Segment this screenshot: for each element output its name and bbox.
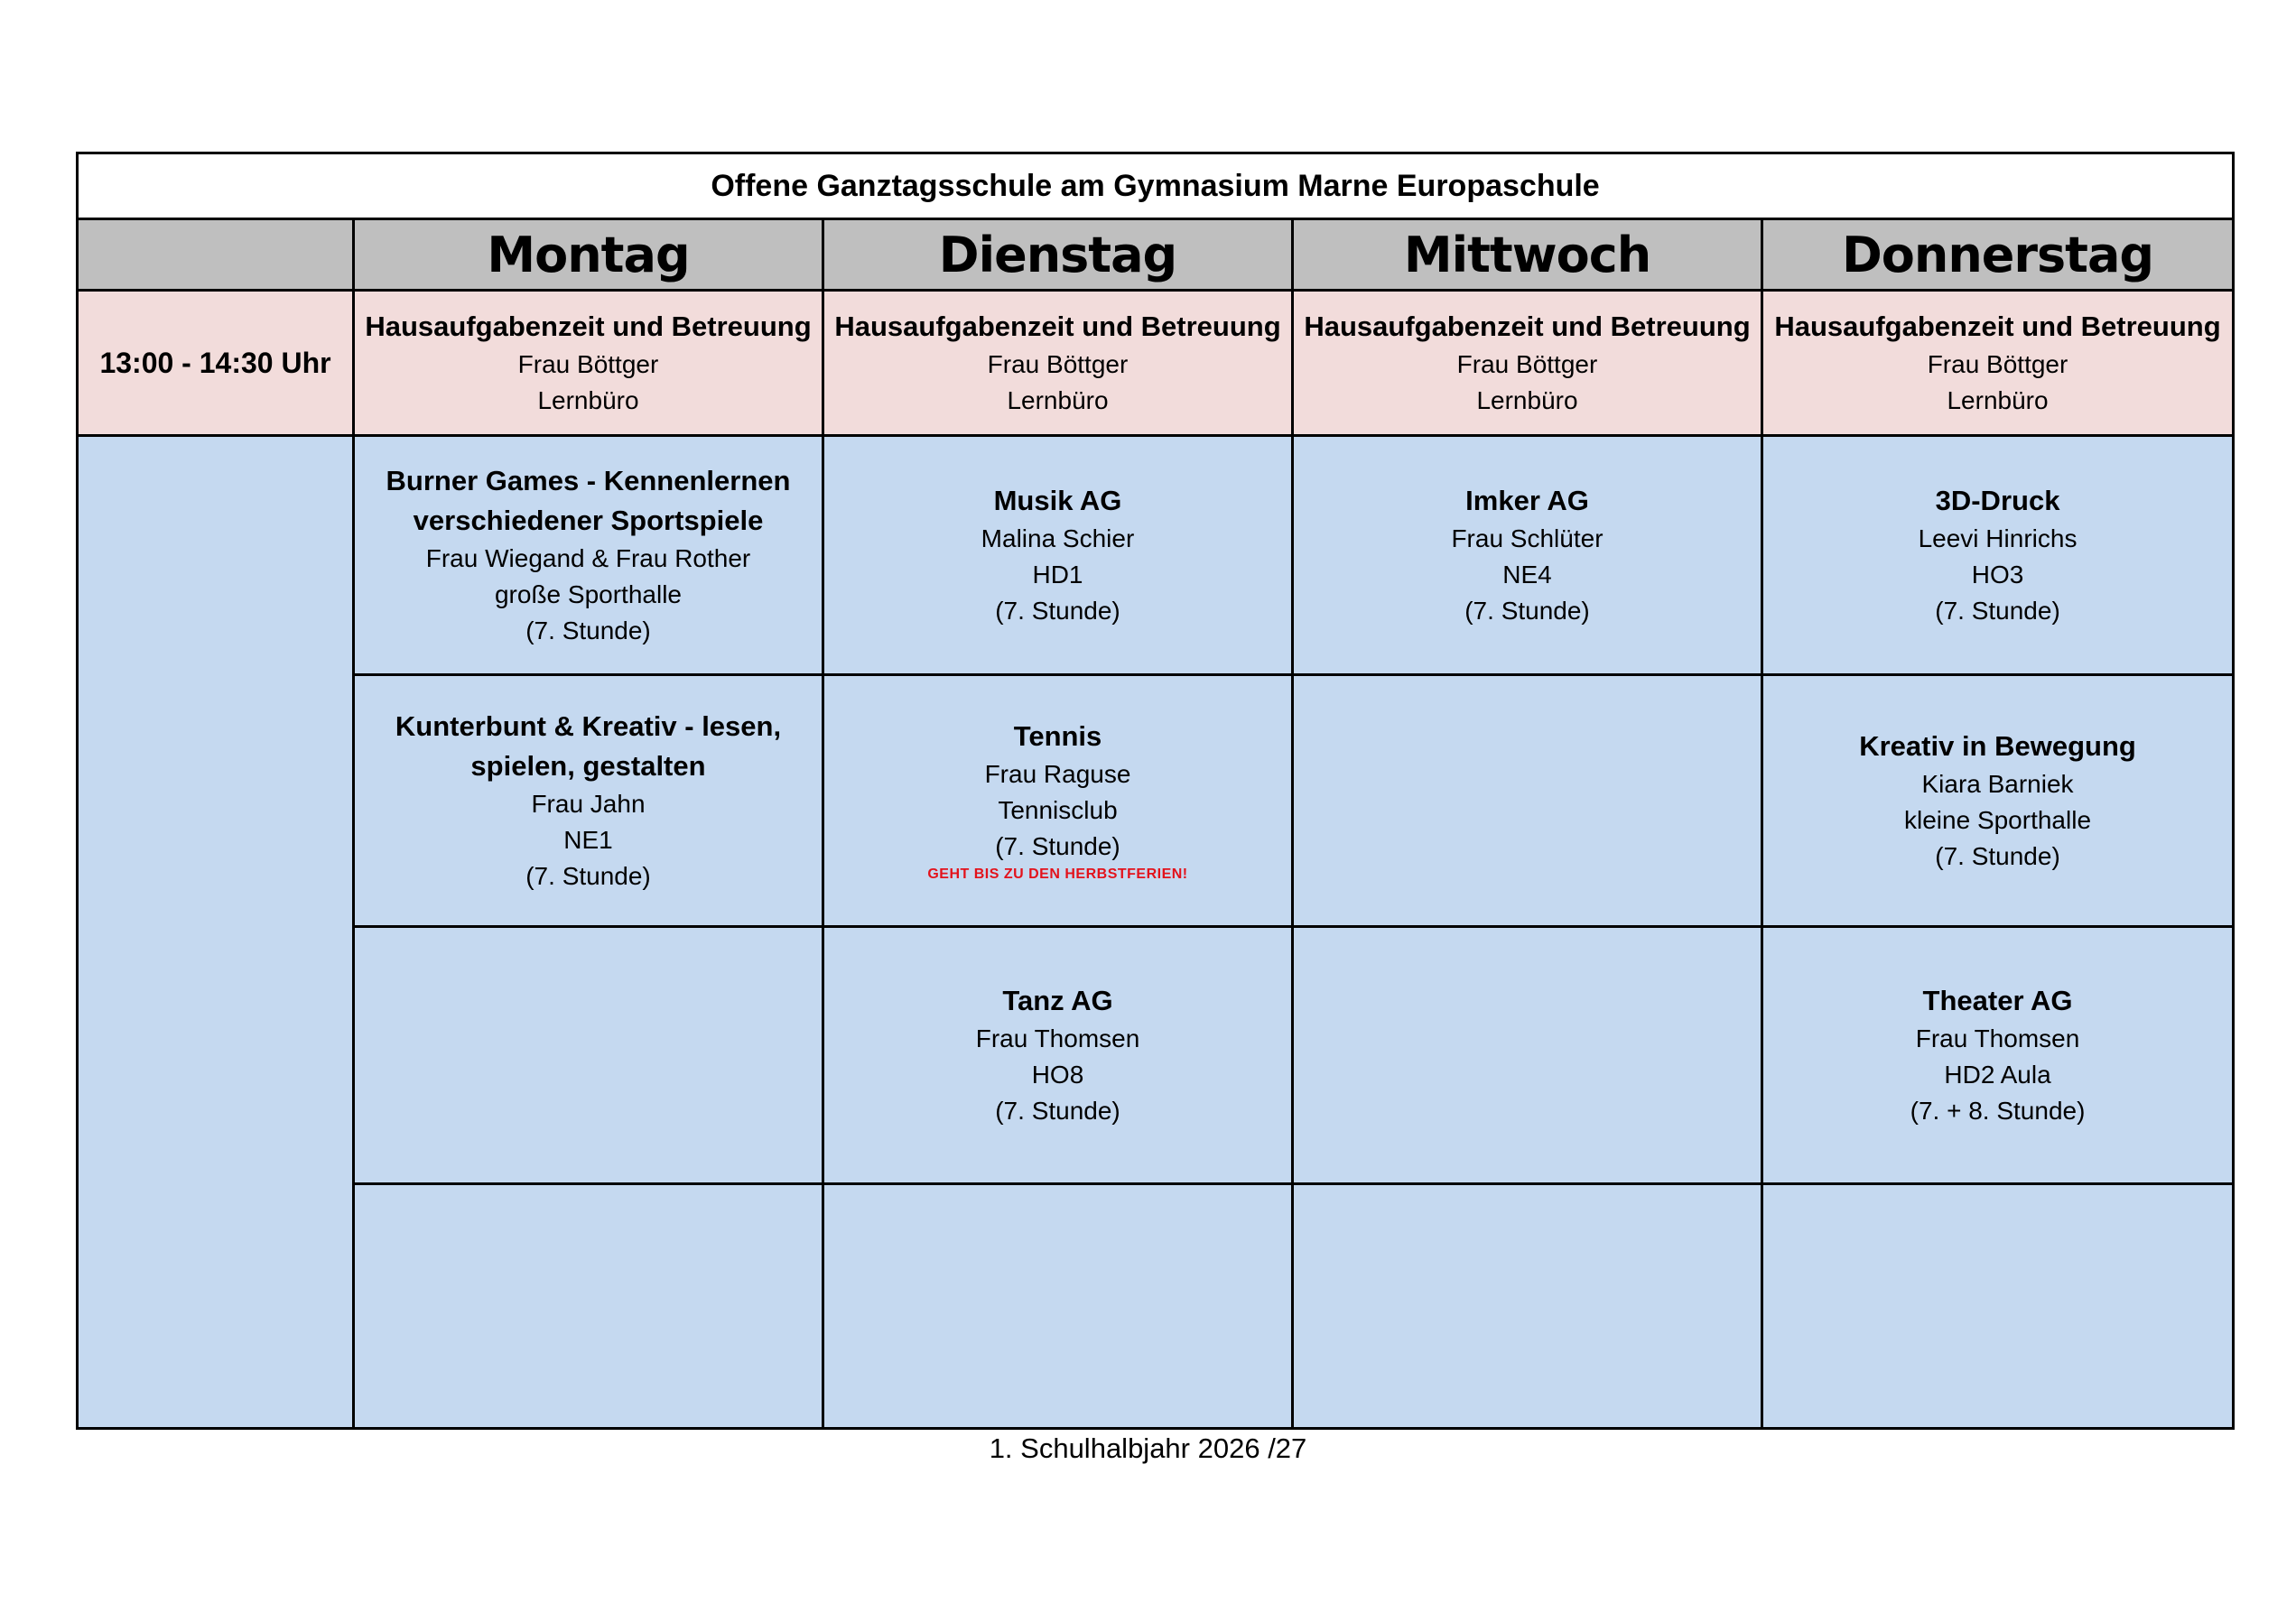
homework-title: Hausaufgabenzeit und Betreuung — [1774, 310, 2221, 342]
homework-title: Hausaufgabenzeit und Betreuung — [834, 310, 1281, 342]
activity-cell-montag-1 — [354, 436, 823, 675]
activity-cell-mittwoch-4 — [1293, 1184, 1762, 1429]
activity-teacher: Frau Thomsen — [975, 1024, 1140, 1052]
activity-teacher: Frau Schlüter — [1451, 524, 1603, 552]
activity-row-4 — [78, 1184, 2234, 1429]
activity-room: HD1 — [1032, 561, 1083, 589]
activity-row-2 — [78, 675, 2234, 927]
activity-period: (7. Stunde) — [1935, 597, 2060, 625]
homework-cell-montag — [354, 291, 823, 436]
day-header-dienstag: Dienstag — [823, 219, 1293, 291]
activity-title: Theater AG — [1922, 985, 2073, 1016]
schedule-sheet — [76, 152, 2232, 1430]
time-column-empty — [78, 436, 354, 1429]
activity-period: (7. Stunde) — [1935, 842, 2060, 870]
activity-period: (7. Stunde) — [525, 862, 651, 890]
day-header-mittwoch: Mittwoch — [1293, 219, 1762, 291]
day-header-montag: Montag — [354, 219, 823, 291]
activity-teacher: Frau Thomsen — [1915, 1024, 2080, 1052]
activity-teacher: Kiara Barniek — [1921, 770, 2074, 798]
activity-period: (7. Stunde) — [995, 1097, 1120, 1125]
homework-teacher: Frau Böttger — [987, 350, 1129, 378]
activity-period: (7. + 8. Stunde) — [1910, 1097, 2086, 1125]
homework-title: Hausaufgabenzeit und Betreuung — [365, 310, 812, 342]
activity-teacher: Frau Wiegand & Frau Rother — [425, 544, 751, 572]
activity-teacher: Frau Jahn — [531, 790, 646, 818]
homework-room: Lernbüro — [537, 386, 639, 414]
activity-period: (7. Stunde) — [525, 616, 651, 644]
activity-title: verschiedener Sportspiele — [413, 505, 764, 536]
homework-room: Lernbüro — [1947, 386, 2049, 414]
activity-period: (7. Stunde) — [1464, 597, 1590, 625]
activity-teacher: Malina Schier — [981, 524, 1135, 552]
homework-teacher: Frau Böttger — [1456, 350, 1598, 378]
homework-cell-mittwoch — [1293, 291, 1762, 436]
homework-title: Hausaufgabenzeit und Betreuung — [1304, 310, 1751, 342]
activity-row-3 — [78, 927, 2234, 1184]
activity-title: Burner Games - Kennenlernen — [386, 465, 791, 496]
activity-title: Musik AG — [993, 485, 1122, 516]
activity-title: 3D-Druck — [1935, 485, 2060, 516]
activity-cell-dienstag-1 — [823, 436, 1293, 675]
homework-room: Lernbüro — [1476, 386, 1578, 414]
activity-note: GEHT BIS ZU DEN HERBSTFERIEN! — [927, 867, 1188, 882]
activity-room: Tennisclub — [998, 796, 1118, 824]
header-corner — [78, 219, 354, 291]
activity-room: NE4 — [1502, 561, 1552, 589]
activity-cell-donnerstag-4 — [1762, 1184, 2234, 1429]
activity-title: Imker AG — [1465, 485, 1589, 516]
page-footer: 1. Schulhalbjahr 2026 /27 — [989, 1432, 1307, 1464]
activity-cell-dienstag-4 — [823, 1184, 1293, 1429]
activity-cell-donnerstag-1 — [1762, 436, 2234, 675]
activity-room: NE1 — [563, 826, 613, 854]
day-header-row — [78, 219, 2234, 291]
activity-period: (7. Stunde) — [995, 832, 1120, 860]
activity-teacher: Leevi Hinrichs — [1918, 524, 2078, 552]
activity-period: (7. Stunde) — [995, 597, 1120, 625]
schedule-table — [76, 152, 2235, 1430]
activity-cell-donnerstag-3 — [1762, 927, 2234, 1184]
activity-title: Kreativ in Bewegung — [1859, 730, 2136, 762]
page-title: Offene Ganztagsschule am Gymnasium Marne Europaschule — [78, 153, 2234, 219]
homework-row — [78, 291, 2234, 436]
activity-title: spielen, gestalten — [470, 750, 706, 782]
activity-cell-montag-2 — [354, 675, 823, 927]
activity-cell-dienstag-3 — [823, 927, 1293, 1184]
activity-title: Tanz AG — [1002, 985, 1113, 1016]
activity-room: große Sporthalle — [494, 580, 682, 608]
day-header-donnerstag: Donnerstag — [1762, 219, 2234, 291]
activity-cell-mittwoch-2 — [1293, 675, 1762, 927]
activity-room: kleine Sporthalle — [1904, 806, 2092, 834]
homework-room: Lernbüro — [1007, 386, 1109, 414]
activity-cell-dienstag-2 — [823, 675, 1293, 927]
activity-room: HD2 Aula — [1944, 1061, 2051, 1089]
activity-room: HO8 — [1031, 1061, 1084, 1089]
activity-title: Kunterbunt & Kreativ - lesen, — [395, 710, 782, 742]
activity-cell-montag-4 — [354, 1184, 823, 1429]
homework-teacher: Frau Böttger — [517, 350, 659, 378]
activity-cell-donnerstag-2 — [1762, 675, 2234, 927]
activity-cell-mittwoch-3 — [1293, 927, 1762, 1184]
activity-room: HO3 — [1971, 561, 2024, 589]
activity-row-1 — [78, 436, 2234, 675]
homework-teacher: Frau Böttger — [1927, 350, 2068, 378]
activity-cell-montag-3 — [354, 927, 823, 1184]
activity-cell-mittwoch-1 — [1293, 436, 1762, 675]
homework-cell-donnerstag — [1762, 291, 2234, 436]
homework-cell-dienstag — [823, 291, 1293, 436]
activity-title: Tennis — [1013, 720, 1102, 752]
activity-teacher: Frau Raguse — [984, 760, 1131, 788]
time-slot: 13:00 - 14:30 Uhr — [78, 291, 354, 436]
